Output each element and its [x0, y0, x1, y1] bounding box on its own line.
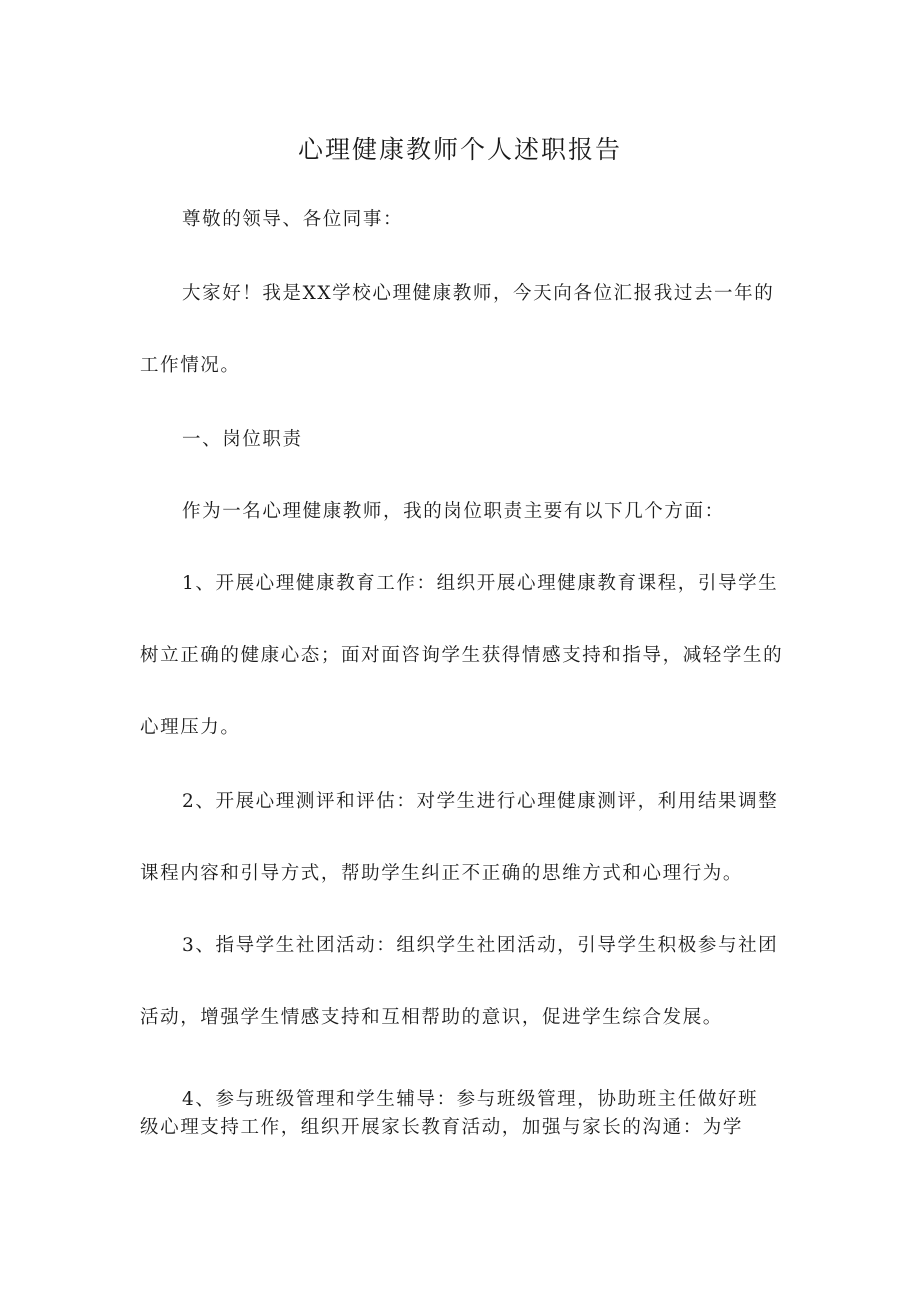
paragraph-line: 2、开展心理测评和评估：对学生进行心理健康测评，利用结果调整 [182, 791, 779, 812]
paragraph-line: 课程内容和引导方式，帮助学生纠正不正确的思维方式和心理行为。 [140, 863, 744, 884]
paragraph-line: 1、开展心理健康教育工作：组织开展心理健康教育课程，引导学生 [182, 573, 779, 594]
paragraph-line: 级心理支持工作，组织开展家长教育活动，加强与家长的沟通：为学 [140, 1117, 744, 1138]
paragraph-line: 树立正确的健康心态；面对面咨询学生获得情感支持和指导，减轻学生的 [140, 645, 784, 666]
document-title: 心理健康教师个人述职报告 [297, 135, 622, 164]
paragraph-line: 活动，增强学生情感支持和互相帮助的意识，促进学生综合发展。 [140, 1007, 723, 1028]
paragraph-line: 3、指导学生社团活动：组织学生社团活动，引导学生积极参与社团 [182, 935, 779, 956]
paragraph-line: 4、参与班级管理和学生辅导：参与班级管理，协助班主任做好班 [182, 1089, 759, 1110]
salutation: 尊敬的领导、各位同事： [182, 209, 404, 230]
section-heading: 一、岗位职责 [182, 429, 303, 450]
paragraph-line: 大家好！我是XX学校心理健康教师，今天向各位汇报我过去一年的 [182, 283, 775, 304]
paragraph-line: 工作情况。 [140, 355, 241, 376]
paragraph-line: 心理压力。 [140, 717, 241, 738]
paragraph-line: 作为一名心理健康教师，我的岗位职责主要有以下几个方面： [182, 501, 725, 522]
